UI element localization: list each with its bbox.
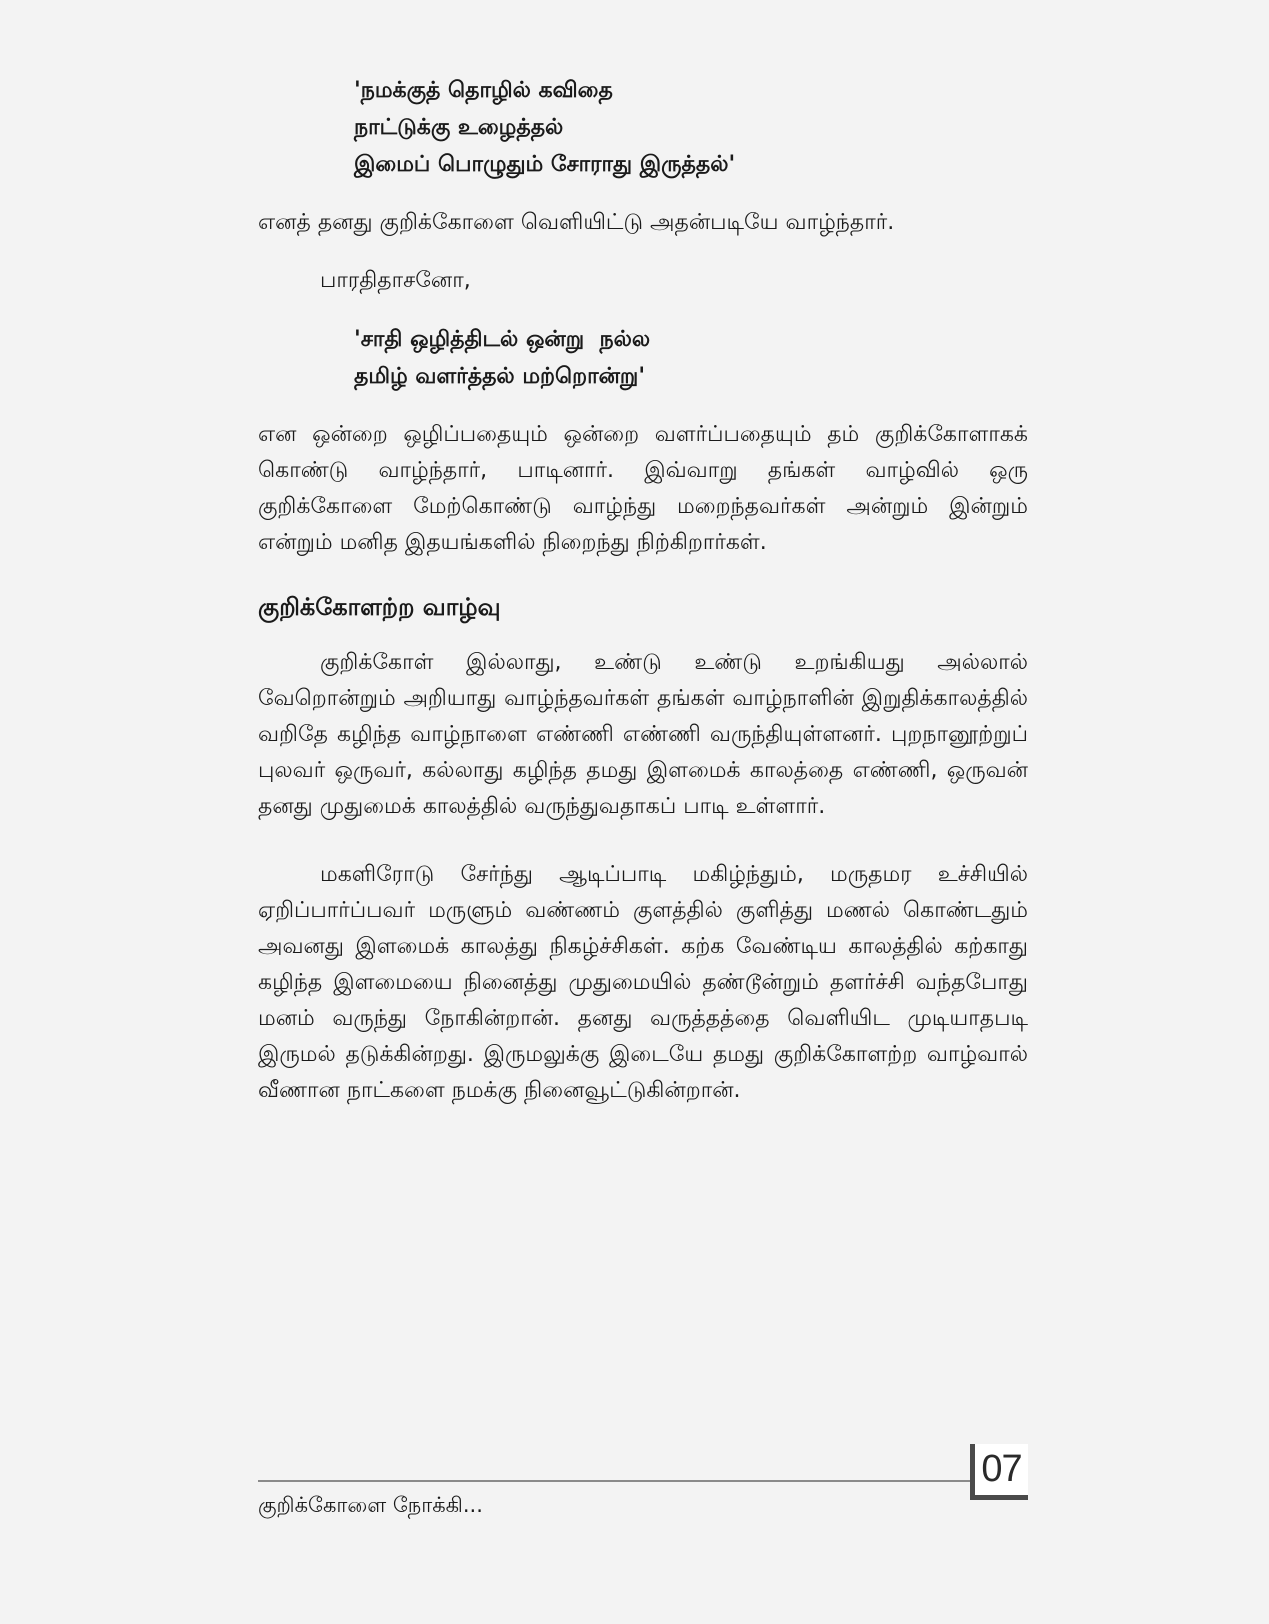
verse-line: 'சாதி ஒழித்திடல் ஒன்று நல்ல [354,327,651,352]
footer-divider [258,1480,971,1482]
paragraph: என ஒன்றை ஒழிப்பதையும் ஒன்றை வளர்ப்பதையும் தம் குறிக்கோளாகக் கொண்டு வாழ்ந்தார், பாடினார். இவ்வாறு தங்கள் வாழ்வில் ஒரு குறிக்கோளை மேற்கொண்டு வாழ்ந்து மறைந்தவர்கள் அன்றும் இன்றும் என்றும் மனித இதயங்களில் நிறைந்து நிற்கிறார்கள். [258,422,1028,555]
verse-bharathi [354,72,1028,183]
running-footer-title: குறிக்கோளை நோக்கி... [258,1493,483,1517]
page-content [258,72,1028,1109]
verse-line: நாட்டுக்கு உழைத்தல் [354,115,564,140]
paragraph: எனத் தனது குறிக்கோளை வெளியிட்டு அதன்படியே வாழ்ந்தார். [258,210,895,235]
section-heading: குறிக்கோளற்ற வாழ்வு [258,593,501,621]
verse-line: 'நமக்குத் தொழில் கவிதை [354,78,613,103]
verse-line: இமைப் பொழுதும் சோராது இருத்தல்' [354,152,736,177]
verse-line: தமிழ் வளர்த்தல் மற்றொன்று' [354,364,646,389]
paragraph-intro: பாரதிதாசனோ, [320,268,471,293]
paragraph: மகளிரோடு சேர்ந்து ஆடிப்பாடி மகிழ்ந்தும், மருதமர உச்சியில் ஏறிப்பார்ப்பவர் மருளும் வண்ணம் குளத்தில் குளித்து மணல் கொண்டதும் அவனது இளமைக் காலத்து நிகழ்ச்சிகள். கற்க வேண்டிய காலத்தில் கற்காது கழிந்த இளமையை நினைத்து முதுமையில் தண்டூன்றும் தளர்ச்சி வந்தபோது மனம் வருந்து நோகின்றான். தனது வருத்தத்தை வெளியிட முடியாதபடி இருமல் தடுக்கின்றது. இருமலுக்கு இடையே தமது குறிக்கோளற்ற வாழ்வால் வீணான நாட்களை நமக்கு நினைவூட்டுகின்றான். [258,862,1028,1103]
paragraph: குறிக்கோள் இல்லாது, உண்டு உண்டு உறங்கியது அல்லால் வேறொன்றும் அறியாது வாழ்ந்தவர்கள் தங்கள் வாழ்நாளின் இறுதிக்காலத்தில் வறிதே கழிந்த வாழ்நாளை எண்ணி எண்ணி வருந்தியுள்ளனர். புறநானூற்றுப் புலவர் ஒருவர், கல்லாது கழிந்த தமது இளமைக் காலத்தை எண்ணி, ஒருவன் தனது முதுமைக் காலத்தில் வருந்துவதாகப் பாடி உள்ளார். [258,650,1028,819]
verse-bharathidasan [354,321,1028,395]
page-number: 07 [981,1448,1022,1490]
page-number-box [970,1444,1028,1500]
